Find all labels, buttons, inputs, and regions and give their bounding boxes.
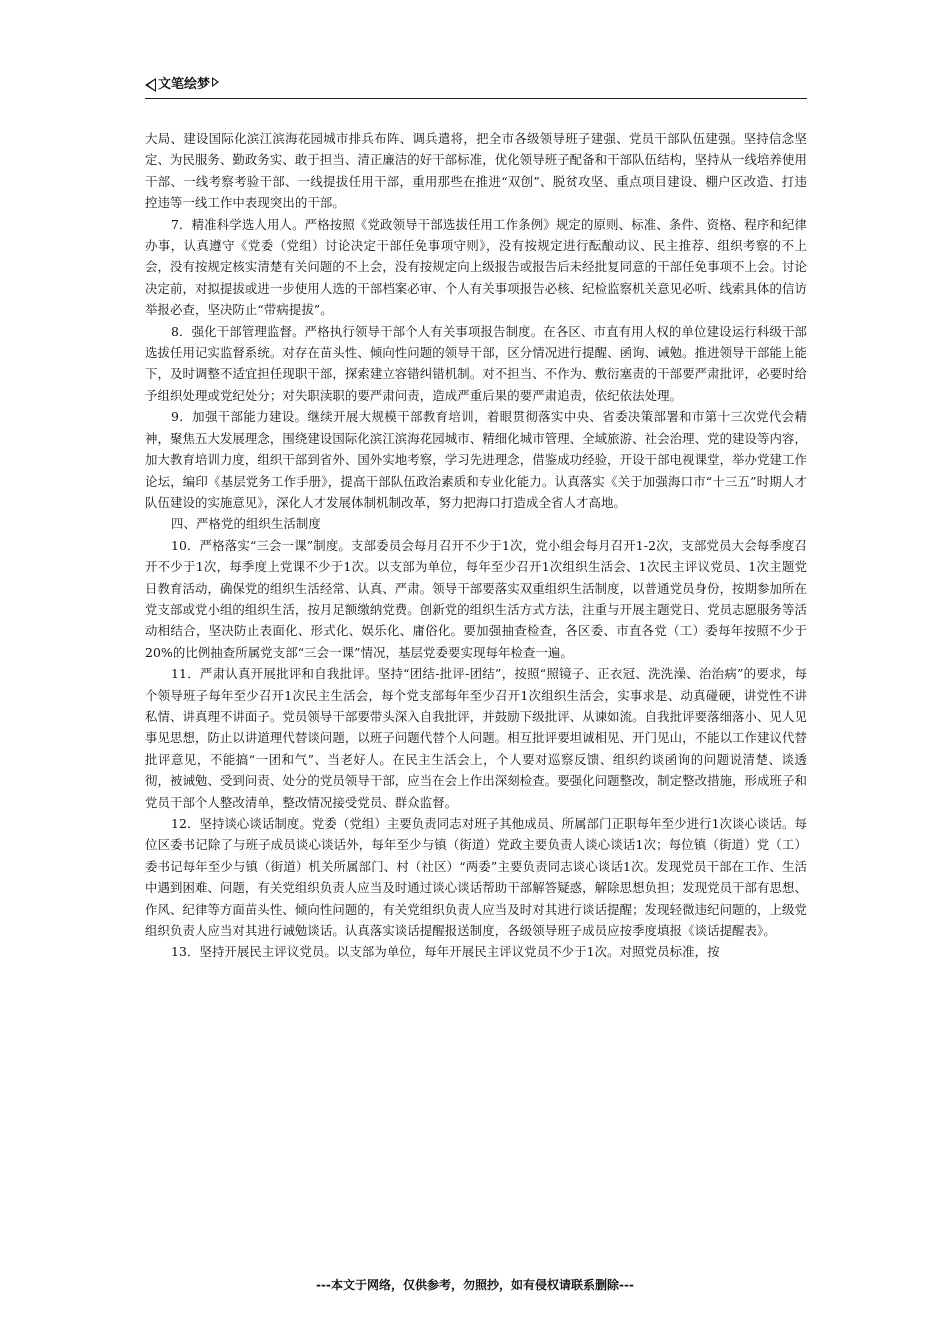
paragraph-item-11: 11．严肃认真开展批评和自我批评。坚持“团结-批评-团结”，按照“照镜子、正衣冠、洗洗澡、治治病”的要求，每个领导班子每年至少召开1次民主生活会，每个党支部每年至少召开1次组织生活会，实事求是、动真碰硬，讲党性不讲私情、讲真理不讲面子。党员领导干部要带头深入自我批评，并鼓励下级批评、从谏如流。自我批评要落细落小、见人见事见思想，防止以讲道理代替谈问题，以班子问题代替个人问题。相互批评要坦诚相见、开门见山，不能以工作建议代替批评意见，不能搞“一团和气”、当老好人。在民主生活会上，个人要对巡察反馈、组织约谈函询的问题说清楚、谈透彻，被诫勉、受到问责、处分的党员领导干部，应当在会上作出深刻检查。要强化问题整改，制定整改措施，形成班子和党员干部个人整改清单，整改情况接受党员、群众监督。 <box>145 666 808 810</box>
paragraph-item-12: 12．坚持谈心谈话制度。党委（党组）主要负责同志对班子其他成员、所属部门正职每年至少进行1次谈心谈话。每位区委书记除了与班子成员谈心谈话外，每年至少与镇（街道）党政主要负责人谈心谈话1次；每位镇（街道）党（工）委书记每年至少与镇（街道）机关所属部门、村（社区）“两委”主要负责同志谈心谈话1次。发现党员干部在工作、生活中遇到困难、问题，有关党组织负责人应当及时通过谈心谈话帮助干部解答疑惑，解除思想负担；发现党员干部有思想、作风、纪律等方面苗头性、倾向性问题的，有关党组织负责人应当及时对其进行谈话提醒；发现轻微违纪问题的，上级党组织负责人应当对其进行诫勉谈话。认真落实谈话提醒报送制度，各级领导班子成员应按季度填报《谈话提醒表》。 <box>145 816 808 939</box>
document-body <box>145 128 807 963</box>
paragraph-continuation: 大局、建设国际化滨江滨海花园城市排兵布阵、调兵遣将，把全市各级领导班子建强、党员干部队伍建强。坚持信念坚定、为民服务、勤政务实、敢于担当、清正廉洁的好干部标准，优化领导班子配备和干部队伍结构，坚持从一线培养使用干部、一线考察考验干部、一线提拔任用干部，重用那些在推进“双创”、脱贫攻坚、重点项目建设、棚户区改造、打违控违等一线工作中表现突出的干部。 <box>145 131 808 211</box>
section-heading-4: 四、严格党的组织生活制度 <box>171 516 321 532</box>
brand-logo <box>145 76 219 94</box>
triangle-left-icon <box>145 78 156 92</box>
page-footer: ---本文于网络，仅供参考，勿照抄，如有侵权请联系删除--- <box>316 1278 634 1292</box>
paragraph-item-7: 7．精准科学选人用人。严格按照《党政领导干部选拔任用工作条例》规定的原则、标准、条件、资格、程序和纪律办事，认真遵守《党委（党组）讨论决定干部任免事项守则》，没有按规定进行酝酿动议、民主推荐、组织考察的不上会，没有按规定核实清楚有关问题的不上会，没有按规定向上级报告或报告后未经批复同意的干部任免事项不上会。讨论决定前，对拟提拔或进一步使用人选的干部档案必审、个人有关事项报告必核、纪检监察机关意见必听、线索具体的信访举报必查，坚决防止“带病提拔”。 <box>145 216 808 318</box>
paragraph-item-8: 8．强化干部管理监督。严格执行领导干部个人有关事项报告制度。在各区、市直有用人权的单位建设运行科级干部选拔任用记实监督系统。对存在苗头性、倾向性问题的领导干部，区分情况进行提醒、函询、诫勉。推进领导干部能上能下，及时调整不适宜担任现职干部，探索建立容错纠错机制。对不担当、不作为、敷衍塞责的干部要严肃批评，必要时给予组织处理或党纪处分；对失职渎职的要严肃问责，造成严重后果的要严肃追责，依纪依法处理。 <box>145 323 808 403</box>
triangle-right-icon <box>212 77 219 87</box>
paragraph-item-13: 13．坚持开展民主评议党员。以支部为单位，每年开展民主评议党员不少于1次。对照党员标准，按 <box>171 944 720 960</box>
paragraph-item-9: 9．加强干部能力建设。继续开展大规模干部教育培训，着眼贯彻落实中央、省委决策部署和市第十三次党代会精神，聚焦五大发展理念，围绕建设国际化滨江滨海花园城市、精细化城市管理、全域旅游、社会治理、党的建设等内容，加大教育培训力度，组织干部到省外、国外实地考察，学习先进理念，借鉴成功经验，开设干部电视课堂，举办党建工作论坛，编印《基层党务工作手册》，提高干部队伍政治素质和专业化能力。认真落实《关于加强海口市“十三五”时期人才队伍建设的实施意见》，深化人才发展体制机制改革，努力把海口打造成全省人才高地。 <box>145 409 808 510</box>
brand-text: 文笔绘梦 <box>158 77 211 92</box>
paragraph-item-10: 10．严格落实“三会一课”制度。支部委员会每月召开不少于1次，党小组会每月召开1-2次，支部党员大会每季度召开不少于1次，每季度上党课不少于1次。以支部为单位，每年至少召开1次组织生活会、1次民主评议党员、1次主题党日教育活动，确保党的组织生活经常、认真、严肃。领导干部要落实双重组织生活制度，以普通党员身份，按期参加所在党支部或党小组的组织生活，按月足额缴纳党费。创新党的组织生活方式方法，注重与开展主题党日、党员志愿服务等活动相结合，坚决防止表面化、形式化、娱乐化、庸俗化。要加强抽查检查，各区委、市直各党（工）委每年按照不少于20%的比例抽查所属党支部“三会一课”情况，基层党委要实现每年检查一遍。 <box>145 537 808 660</box>
page-header <box>145 76 807 99</box>
